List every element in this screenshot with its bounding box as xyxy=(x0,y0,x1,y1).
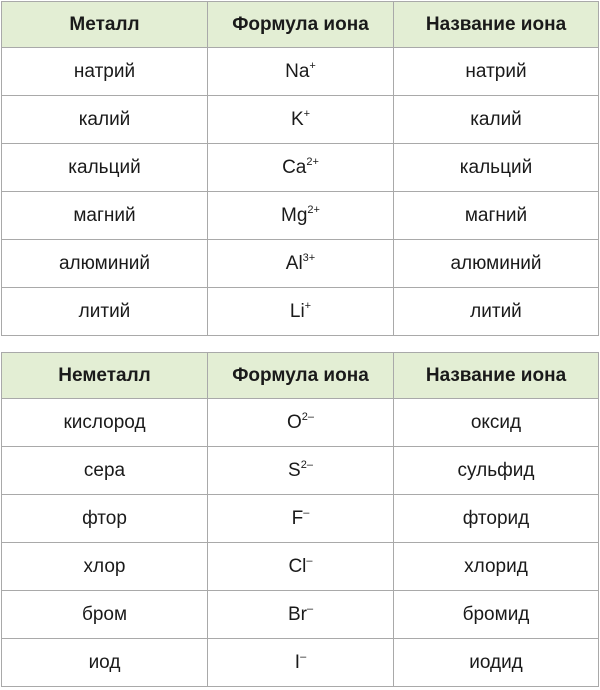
ion-name-cell: фторид xyxy=(394,495,599,543)
ion-symbol: K xyxy=(290,109,304,130)
element-name-cell: иод xyxy=(2,639,208,687)
element-name-cell: бром xyxy=(2,591,208,639)
ion-charge: + xyxy=(309,60,316,72)
ion-name-cell: калий xyxy=(394,96,599,144)
ion-charge: – xyxy=(306,603,314,615)
ion-charge: 2– xyxy=(301,411,315,423)
ion-name-cell: иодид xyxy=(394,639,599,687)
ion-formula-cell xyxy=(208,192,394,240)
ion-formula-cell xyxy=(208,447,394,495)
ion-symbol: F xyxy=(291,508,304,529)
element-name-cell: калий xyxy=(2,96,208,144)
ion-formula-cell xyxy=(208,288,394,336)
table-row xyxy=(2,192,599,240)
ion-symbol: Li xyxy=(289,301,305,322)
ion-formula-cell xyxy=(208,495,394,543)
ion-symbol: Ca xyxy=(282,157,307,178)
table-row xyxy=(2,399,599,447)
ion-charge: – xyxy=(303,507,310,519)
ion-name-cell: литий xyxy=(394,288,599,336)
ion-name-cell: сульфид xyxy=(394,447,599,495)
ion-charge: 3+ xyxy=(302,252,316,264)
ion-symbol: Cl xyxy=(288,556,307,577)
ion-name-cell: бромид xyxy=(394,591,599,639)
ion-formula-cell xyxy=(208,48,394,96)
element-name-cell: магний xyxy=(2,192,208,240)
column-header-ion-name: Название иона xyxy=(394,2,599,48)
ion-name-cell: алюминий xyxy=(394,240,599,288)
element-name-cell: сера xyxy=(2,447,208,495)
ion-name-cell: хлорид xyxy=(394,543,599,591)
ion-charge: – xyxy=(300,651,307,663)
column-header-ion-formula: Формула иона xyxy=(208,2,394,48)
element-name-cell: кислород xyxy=(2,399,208,447)
element-name-cell: литий xyxy=(2,288,208,336)
table-row xyxy=(2,240,599,288)
table-row xyxy=(2,48,599,96)
nonmetals-ion-table xyxy=(1,352,599,687)
table-row xyxy=(2,96,599,144)
ion-charge: – xyxy=(306,555,313,567)
column-header-ion-formula: Формула иона xyxy=(208,353,394,399)
metals-ion-table xyxy=(1,1,599,336)
element-name-cell: фтор xyxy=(2,495,208,543)
ion-name-cell: натрий xyxy=(394,48,599,96)
ion-formula-cell xyxy=(208,96,394,144)
ion-formula-cell xyxy=(208,591,394,639)
ion-symbol: O xyxy=(286,412,302,433)
table-header-row xyxy=(2,2,599,48)
ion-charge: + xyxy=(304,300,312,312)
table-row xyxy=(2,447,599,495)
element-name-cell: натрий xyxy=(2,48,208,96)
ion-name-cell: кальций xyxy=(394,144,599,192)
ion-charge: 2+ xyxy=(306,156,319,168)
table-row xyxy=(2,639,599,687)
element-name-cell: хлор xyxy=(2,543,208,591)
ion-symbol: Br xyxy=(287,604,307,625)
ion-name-cell: оксид xyxy=(394,399,599,447)
element-name-cell: кальций xyxy=(2,144,208,192)
ion-symbol: S xyxy=(288,460,301,481)
ion-formula-cell xyxy=(208,399,394,447)
ion-symbol: Al xyxy=(285,253,303,274)
ion-charge: + xyxy=(303,108,311,120)
ion-charge: 2+ xyxy=(307,204,320,216)
element-name-cell: алюминий xyxy=(2,240,208,288)
table-row xyxy=(2,543,599,591)
ion-symbol: I xyxy=(294,652,301,673)
column-header-nonmetal: Неметалл xyxy=(2,353,208,399)
table-row xyxy=(2,591,599,639)
table-header-row xyxy=(2,353,599,399)
column-header-metal: Металл xyxy=(2,2,208,48)
ion-symbol: Na xyxy=(285,61,310,82)
ion-charge: 2– xyxy=(300,459,313,471)
ion-formula-cell xyxy=(208,639,394,687)
ion-formula-cell xyxy=(208,240,394,288)
ion-symbol: Mg xyxy=(281,205,308,226)
table-row xyxy=(2,495,599,543)
table-row xyxy=(2,144,599,192)
ion-formula-cell xyxy=(208,543,394,591)
ion-name-cell: магний xyxy=(394,192,599,240)
column-header-ion-name: Название иона xyxy=(394,353,599,399)
ion-formula-cell xyxy=(208,144,394,192)
table-row xyxy=(2,288,599,336)
